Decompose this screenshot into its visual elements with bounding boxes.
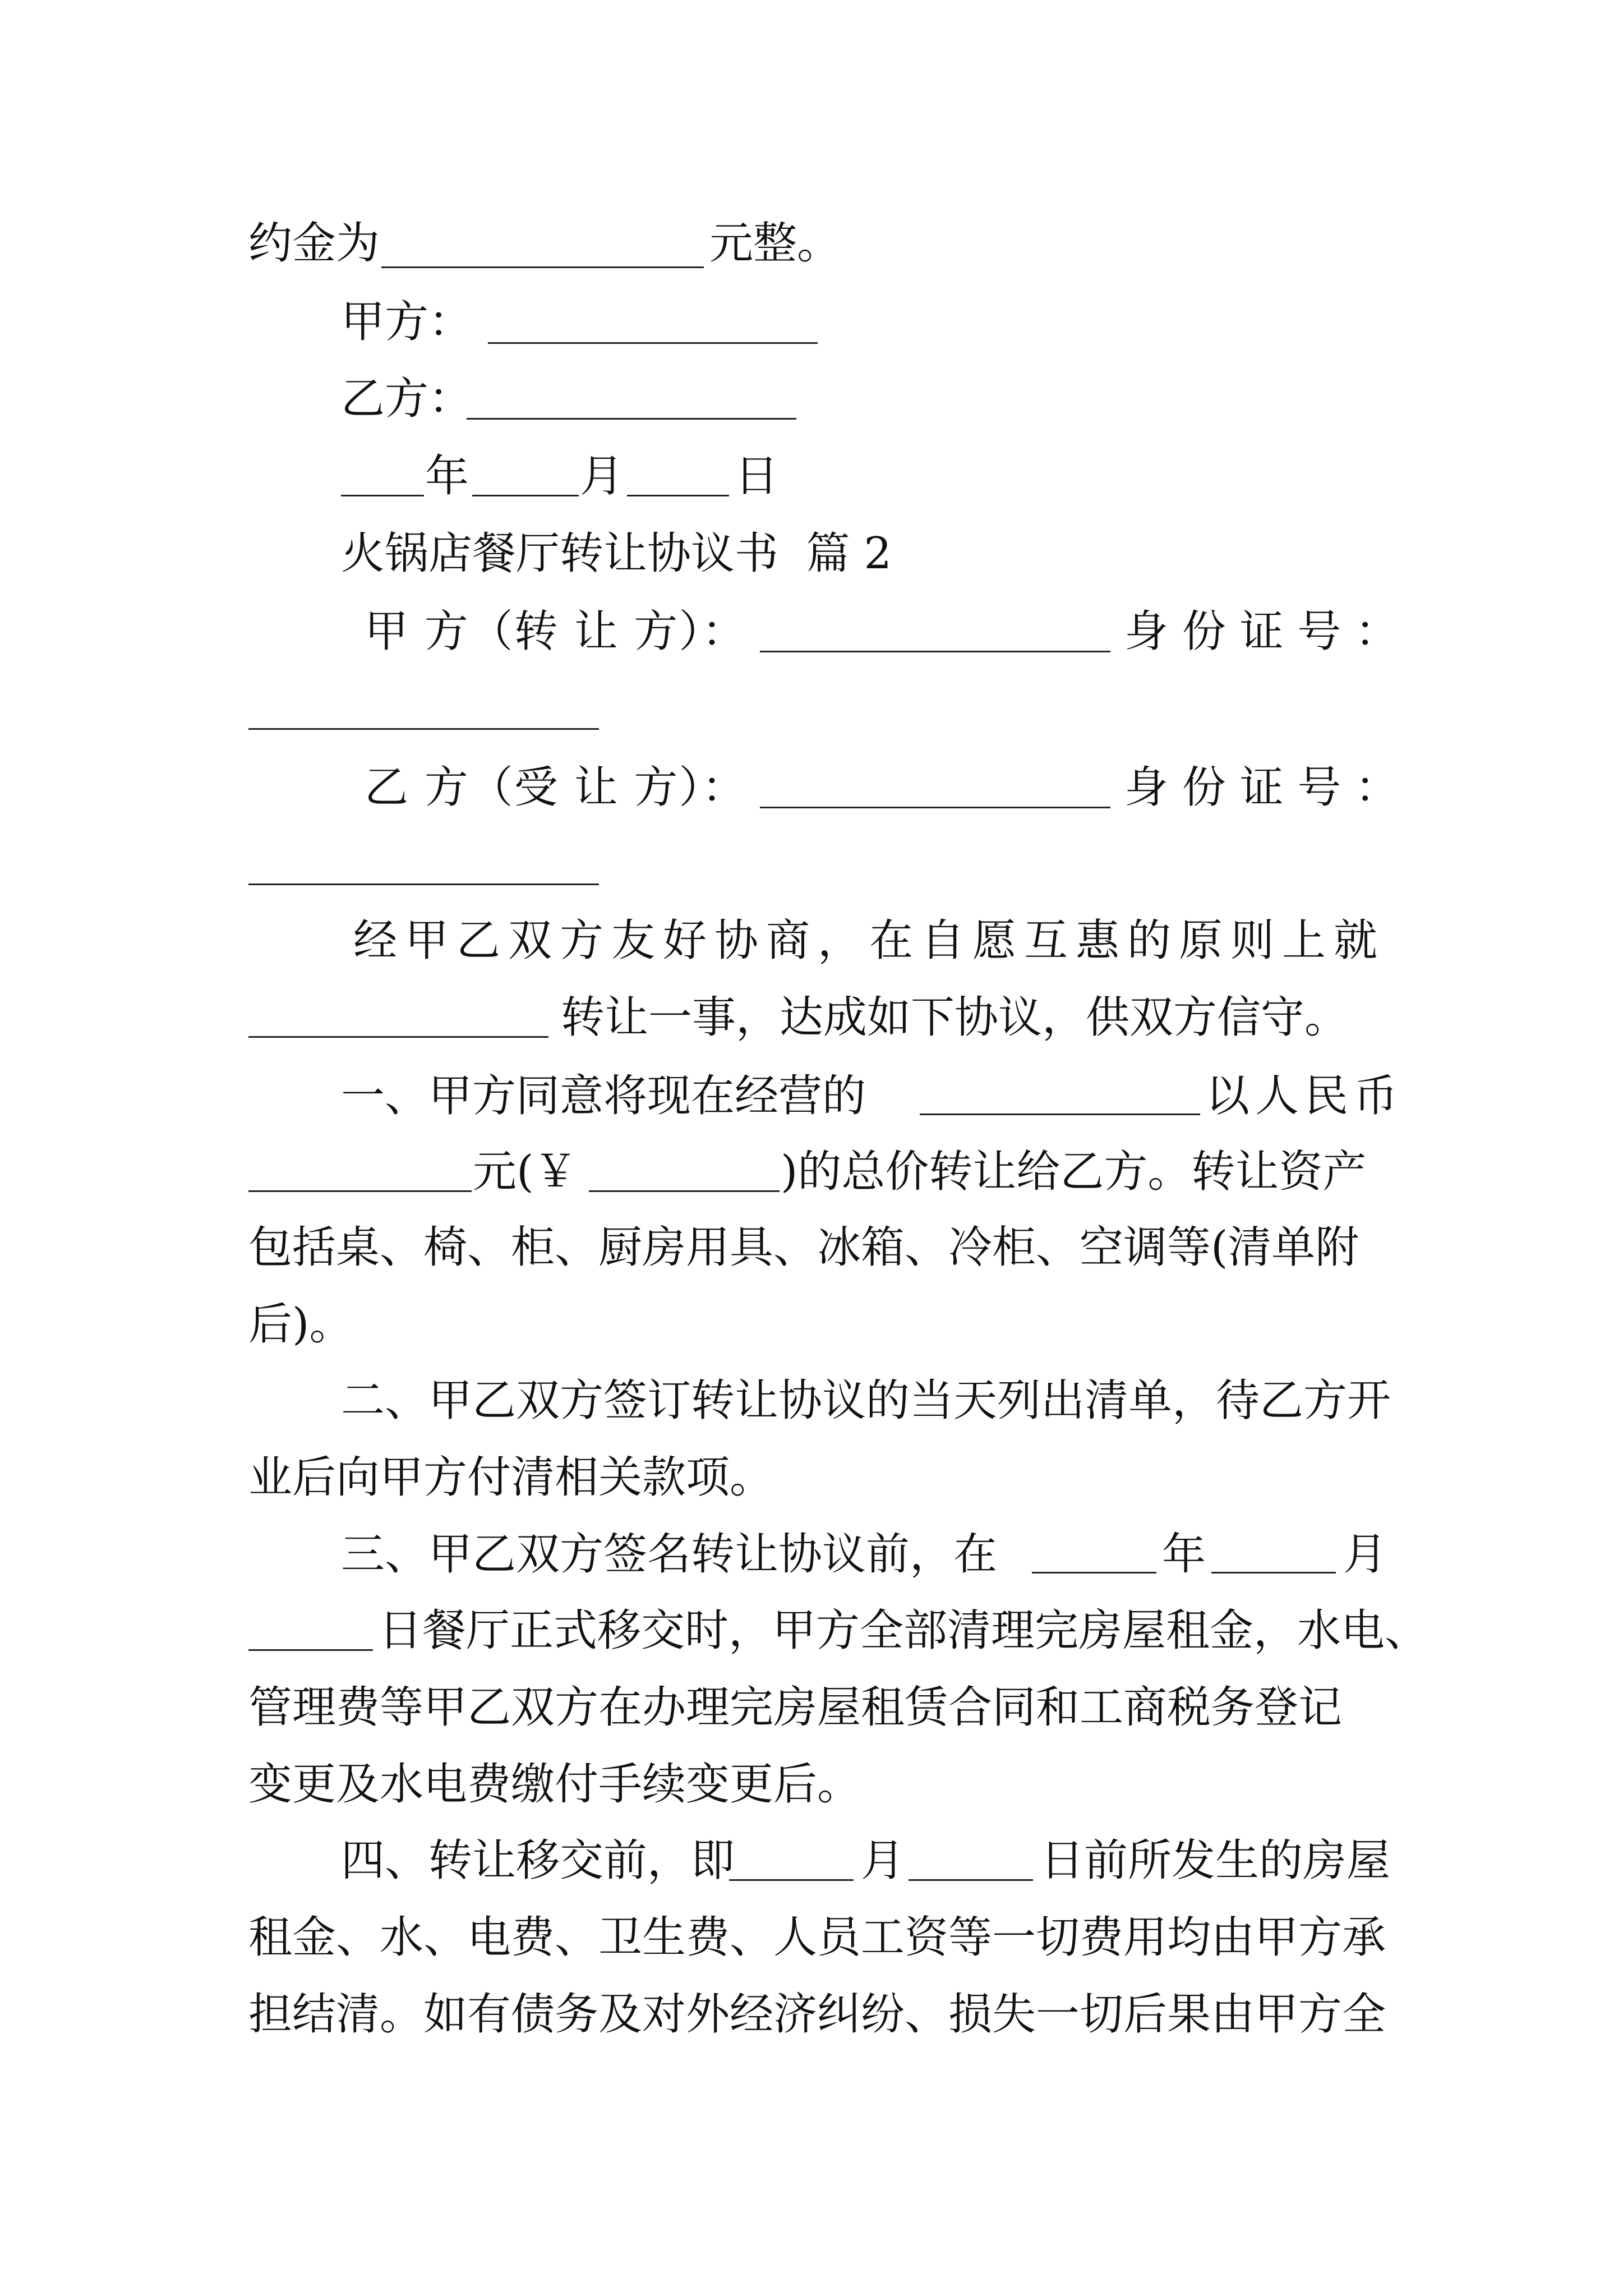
date-month-label: 月	[580, 451, 624, 501]
clause3-line2: 日餐厅正式移交时，甲方全部清理完房屋租金，水电、	[379, 1605, 1429, 1656]
signature-party-a-blank	[488, 342, 818, 344]
clause1-price-figure-blank	[589, 1190, 780, 1192]
date-year-blank	[341, 495, 424, 496]
party-a-id-blank	[248, 728, 599, 730]
clause3-day-blank	[248, 1649, 373, 1651]
clause4-line2: 租金、水、电费、卫生费、人员工资等一切费用均由甲方承	[248, 1912, 1386, 1963]
clause3-month-label: 月	[1343, 1529, 1387, 1580]
party-a-label: 甲 方（转 让 方）：	[365, 606, 747, 657]
date-day-label: 日	[735, 451, 779, 501]
clause1-line2-a: 元(￥	[473, 1147, 578, 1197]
clause4-line3: 担结清。如有债务及对外经济纠纷、损失一切后果由甲方全	[248, 1989, 1386, 2040]
clause3-line3: 管理费等甲乙双方在办理完房屋租赁合同和工商税务登记	[248, 1682, 1343, 1733]
intro-subject-blank	[248, 1036, 548, 1038]
intro-line-1: 经甲乙双方友好协商，在自愿互惠的原则上就	[353, 915, 1386, 966]
clause1-line4: 后)。	[248, 1299, 353, 1350]
party-a-name-blank	[760, 651, 1110, 652]
party-a-id-label: 身 份 证 号 ：	[1124, 606, 1399, 657]
clause4-day-blank	[909, 1879, 1033, 1881]
party-b-id-label: 身 份 证 号 ：	[1124, 762, 1399, 813]
party-b-label: 乙 方（受 让 方）：	[365, 762, 747, 813]
clause3-year-label: 年	[1162, 1529, 1206, 1580]
clause2-line2: 业后向甲方付清相关款项。	[248, 1452, 774, 1503]
signature-party-b-label: 乙方：	[341, 374, 473, 424]
deposit-suffix: 元整。	[709, 218, 841, 269]
clause3-line1-a: 三、甲乙双方签名转让协议前，在	[341, 1529, 998, 1580]
date-month-blank	[472, 495, 579, 496]
clause1-price-blank	[248, 1190, 472, 1192]
clause1-line2-b: )的总价转让给乙方。转让资产	[781, 1147, 1367, 1197]
date-day-blank	[627, 495, 729, 496]
signature-party-b-blank	[467, 418, 796, 420]
clause2-line1: 二、甲乙双方签订转让协议的当天列出清单，待乙方开	[341, 1375, 1391, 1426]
party-b-name-blank	[760, 807, 1110, 808]
deposit-amount-blank	[381, 266, 704, 268]
clause4-line1-c: 日前所发生的房屋	[1040, 1835, 1391, 1886]
clause1-line1-a: 一、甲方同意将现在经营的	[341, 1071, 866, 1121]
date-year-label: 年	[425, 451, 469, 501]
signature-party-a-label: 甲方：	[341, 297, 473, 347]
section-title: 火锅店餐厅转让协议书 篇 2	[341, 528, 892, 579]
clause4-month-label: 月	[861, 1835, 905, 1886]
party-b-id-blank	[248, 884, 599, 885]
clause1-business-blank	[920, 1114, 1200, 1115]
clause3-line4: 变更及水电费缴付手续变更后。	[248, 1759, 861, 1810]
clause1-line1-b: 以人民币	[1206, 1071, 1404, 1121]
intro-line-2: 转让一事，达成如下协议，供双方信守。	[561, 992, 1349, 1043]
clause1-line3: 包括桌、椅、柜、厨房用具、冰箱、冷柜、空调等(清单附	[248, 1222, 1359, 1273]
deposit-prefix: 约金为	[248, 218, 380, 269]
clause4-line1-a: 四、转让移交前，即	[341, 1835, 735, 1886]
clause3-year-blank	[1032, 1572, 1156, 1573]
clause4-month-blank	[729, 1879, 854, 1881]
clause3-month-blank	[1211, 1572, 1336, 1573]
